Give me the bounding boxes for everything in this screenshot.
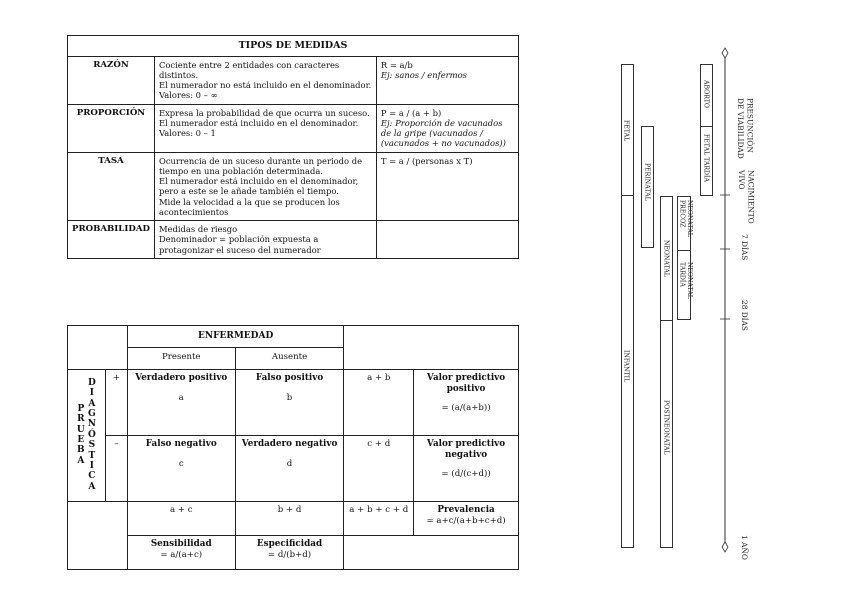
sensibilidad-formula: = a/(a+c) (160, 549, 203, 560)
desc-line: Ocurrencia de un suceso durante un periodo de tiempo en una población determinada. (158, 155, 363, 176)
label-line: PRECOZ (678, 200, 686, 228)
formula-text: T = a / (personas x T) (380, 155, 473, 166)
fn-letter: c (178, 458, 184, 469)
vpn-cell (414, 436, 519, 502)
example-text: Ej: sanos / enfermos (380, 69, 467, 80)
medidas-table (67, 35, 519, 259)
row-desc-tasa (154, 152, 376, 221)
especificidad-cell (235, 536, 344, 570)
row-sum-cd: c + d (344, 436, 414, 502)
vn-letter: d (286, 458, 293, 469)
fp-cell (235, 370, 344, 436)
label-line: NACIMIENTO (746, 170, 756, 224)
stacked-letter: P (77, 403, 85, 414)
label-line: NEONATAL (686, 262, 693, 299)
vp-title: Verdadero positivo (135, 373, 228, 383)
vp-cell (127, 370, 235, 436)
row-label-probabilidad: PROBABILIDAD (68, 221, 155, 259)
stacked-letter: I (89, 388, 94, 399)
row-desc-probabilidad (154, 221, 376, 259)
vn-cell (235, 436, 344, 502)
axis-bottom-diamond-icon (722, 542, 728, 552)
label-perinatal: PERINATAL (643, 163, 651, 201)
total-sum: a + b + c + d (344, 502, 414, 536)
label-neonatal-precoz (678, 200, 692, 237)
row-label-razon: RAZÓN (68, 56, 155, 104)
stacked-letter: T (88, 450, 96, 461)
stacked-letter: S (88, 440, 96, 451)
label-7-dias: 7 DÍAS (740, 234, 750, 261)
desc-line: Expresa la probabilidad de que ocurra un suceso. (158, 107, 370, 118)
label-line: VIVO (737, 170, 747, 190)
stacked-letter: C (88, 471, 96, 482)
label-line: TARDÍA (678, 262, 686, 287)
empty-cell-right (344, 536, 519, 570)
fp-letter: b (286, 392, 293, 403)
especificidad-formula: = d/(b+d) (267, 549, 312, 560)
table-row (68, 152, 519, 221)
desc-line: Valores: 0 – 1 (158, 128, 216, 139)
label-fetal: FETAL (622, 120, 630, 142)
vp-letter: a (178, 392, 184, 403)
vn-title: Verdadero negativo (241, 439, 338, 449)
desc-line: Mide la velocidad a la que se producen los acontecimientos (158, 196, 340, 217)
example-text: Ej: Proporción de vacunados de la gripe (vacunados / (vacunados + no vacunados)) (380, 117, 506, 149)
stacked-letter: U (76, 424, 85, 435)
corner-cell-right (344, 326, 519, 370)
fn-title: Falso negativo (145, 439, 217, 449)
stacked-letter: A (88, 481, 96, 492)
prevalencia-formula: = a+c/(a+b+c+d) (426, 515, 506, 526)
label-fetal-tardia: FETAL TARDÍA (702, 134, 710, 182)
stacked-letter: I (89, 460, 94, 471)
label-line: NEONATAL (686, 200, 693, 237)
label-1-anyo: 1 AÑO (740, 535, 750, 560)
bar-divider (677, 250, 691, 251)
vpn-formula: = (d/(c+d)) (441, 469, 491, 480)
stacked-letter: B (77, 445, 85, 456)
label-nacimiento (737, 170, 754, 224)
stacked-letter: Ó (87, 429, 96, 440)
sensibilidad-cell (127, 536, 235, 570)
desc-line: Cociente entre 2 entidades con caracteres distintos. (158, 59, 340, 80)
vpp-formula: = (a/(a+b)) (441, 403, 491, 414)
stacked-letter: A (88, 398, 96, 409)
stacked-letter: N (87, 419, 96, 430)
desc-line: Denominador = población expuesta a protagonizar el suceso del numerador (158, 234, 321, 255)
label-line: DE VIABILIDAD (736, 98, 746, 159)
prevalencia-title: Prevalencia (437, 505, 495, 515)
row-formula-probabilidad (376, 221, 518, 259)
presente-header: Presente (127, 348, 235, 370)
positive-sign: + (105, 370, 127, 436)
negative-sign: – (105, 436, 127, 502)
sensibilidad-title: Sensibilidad (150, 539, 212, 549)
formula-text: P = a / (a + b) (380, 107, 442, 118)
col-sum-bd: b + d (235, 502, 344, 536)
row-formula-proporcion (376, 104, 518, 152)
fn-cell (127, 436, 235, 502)
formula-text: R = a/b (380, 59, 413, 70)
desc-line: Medidas de riesgo (158, 224, 238, 235)
row-formula-tasa (376, 152, 518, 221)
fp-title: Falso positivo (255, 373, 324, 383)
corner-cell (68, 326, 128, 370)
table-row (68, 221, 519, 259)
contingency-table (67, 325, 519, 570)
row-formula-razon (376, 56, 518, 104)
row-label-proporcion: PROPORCIÓN (68, 104, 155, 152)
enfermedad-header: ENFERMEDAD (127, 326, 344, 348)
row-desc-proporcion (154, 104, 376, 152)
stacked-letter: E (77, 435, 85, 445)
stacked-letter: A (77, 455, 85, 466)
vpp-cell (414, 370, 519, 436)
desc-line: El numerador está incluido en el denominador. (158, 117, 359, 128)
empty-cell (68, 502, 128, 570)
label-infantil: INFANTIL (622, 350, 630, 383)
prevalencia-cell (414, 502, 519, 536)
ausente-header: Ausente (235, 348, 344, 370)
prueba-letters (77, 404, 85, 466)
row-label-tasa: TASA (68, 152, 155, 221)
label-neonatal: NEONATAL (662, 240, 670, 277)
desc-line: El numerador está incluido en el denominador, pero a este se le añade también el tiempo. (158, 176, 359, 197)
vpn-title: Valor predictivo negativo (426, 439, 506, 460)
stacked-letter: R (77, 414, 85, 425)
diagnostica-letters (88, 378, 96, 492)
desc-line: El numerador no está incluido en el denominador. (158, 80, 372, 91)
bar-divider (621, 195, 634, 196)
stacked-letter: D (87, 378, 96, 389)
axis-top-diamond-icon (722, 48, 728, 58)
especificidad-title: Especificidad (256, 539, 323, 549)
label-28-dias: 28 DÍAS (740, 300, 750, 331)
label-line: PRESUNCIÓN (745, 98, 755, 153)
label-postneonatal: POSTNEONATAL (662, 400, 670, 455)
col-sum-ac: a + c (127, 502, 235, 536)
bar-divider (700, 126, 713, 127)
prueba-diagnostica-label (68, 370, 106, 502)
label-neonatal-tardia (678, 262, 692, 299)
row-sum-ab: a + b (344, 370, 414, 436)
medidas-title: TIPOS DE MEDIDAS (68, 36, 519, 57)
table-row (68, 104, 519, 152)
label-presuncion (736, 98, 753, 159)
desc-line: Valores: 0 – ∞ (158, 90, 218, 101)
label-aborto: ABORTO (702, 80, 710, 108)
bar-divider (660, 320, 673, 321)
vpp-title: Valor predictivo positivo (426, 373, 506, 394)
table-row (68, 56, 519, 104)
stacked-letter: G (88, 409, 96, 420)
row-desc-razon (154, 56, 376, 104)
